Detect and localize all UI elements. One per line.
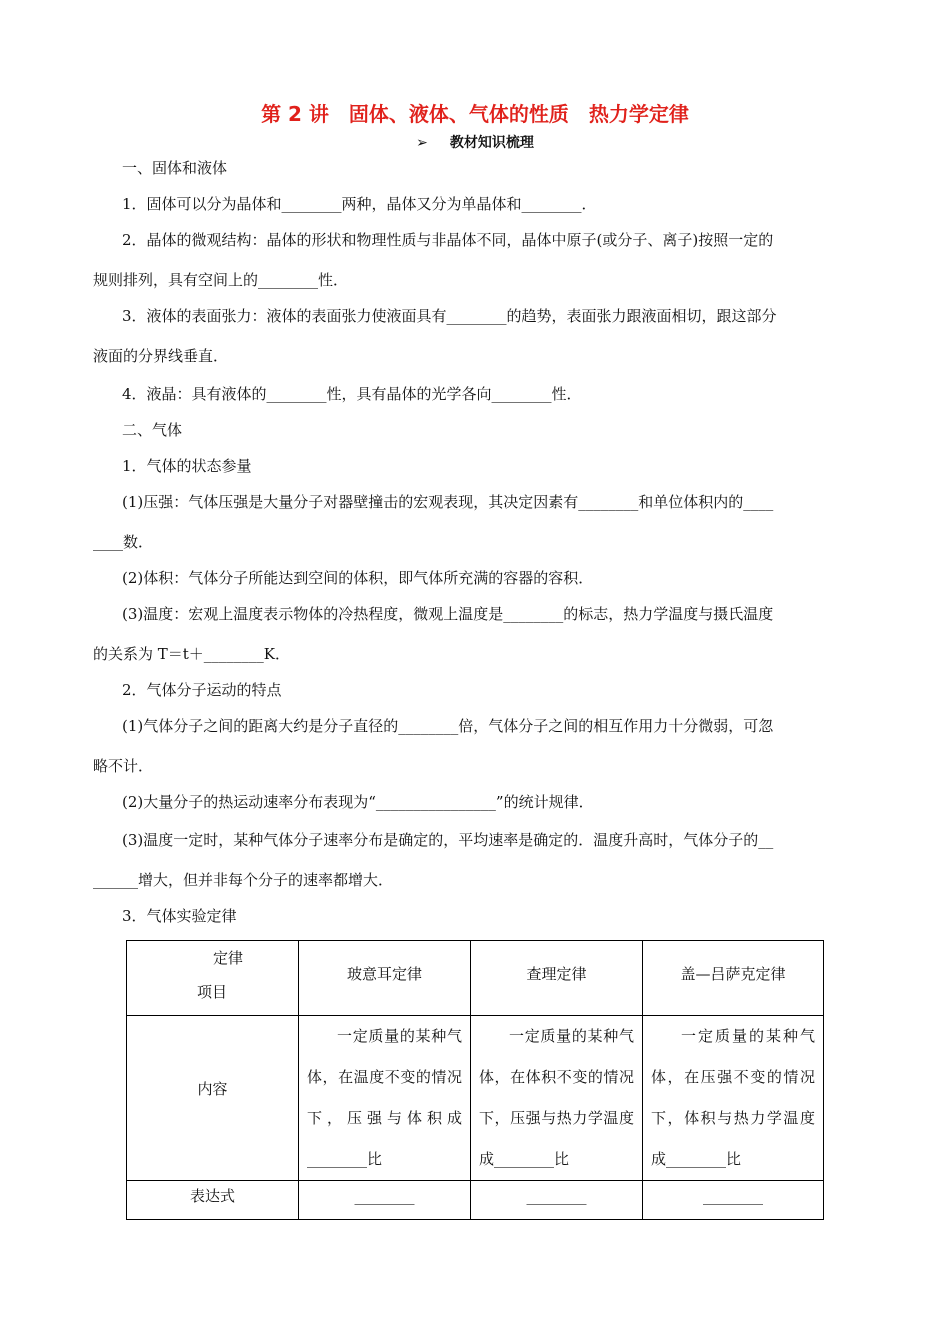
section-heading-text: 教材知识梳理 xyxy=(449,135,534,151)
text-line: (1)压强：气体压强是大量分子对器壁撞击的宏观表现，其决定因素有________和单位体积内的____ xyxy=(122,493,774,511)
law-header-boyle: 玻意耳定律 xyxy=(299,941,471,1016)
text-line: ______增大，但并非每个分子的速率都增大． xyxy=(93,871,394,889)
text-line: ____数． xyxy=(93,533,154,551)
text-line: 3．气体实验定律 xyxy=(122,907,237,925)
heading-gas: 二、气体 xyxy=(122,421,183,439)
text-line: (2)大量分子的热运动速率分布表现为“________________”的统计规律． xyxy=(122,793,594,811)
law-header-gay-lussac: 盖—吕萨克定律 xyxy=(643,941,824,1016)
text-line: 的关系为 T＝t＋________K． xyxy=(93,645,291,663)
content-cell-boyle: 一定质量的某种气体，在温度不变的情况下，压强与体积成________比 xyxy=(299,1016,471,1181)
corner-bottom-label: 项目 xyxy=(197,983,228,1001)
text-line: 1．气体的状态参量 xyxy=(122,457,252,475)
expression-cell-charles: ________ xyxy=(471,1181,643,1220)
text-line: 4．液晶：具有液体的________性，具有晶体的光学各向________性． xyxy=(122,385,582,403)
text-line: (3)温度一定时，某种气体分子速率分布是确定的，平均速率是确定的．温度升高时，气体分子的__ xyxy=(122,831,774,849)
table-row-content xyxy=(127,1016,824,1181)
arrow-bullet-icon: ➢ xyxy=(416,135,428,151)
content-cell-charles: 一定质量的某种气体，在体积不变的情况下，压强与热力学温度成________比 xyxy=(471,1016,643,1181)
text-line: (3)温度：宏观上温度表示物体的冷热程度，微观上温度是________的标志，热力学温度与摄氏温度 xyxy=(122,605,774,623)
law-header-charles: 查理定律 xyxy=(471,941,643,1016)
text-line: 3．液体的表面张力：液体的表面张力使液面具有________的趋势，表面张力跟液面相切，跟这部分 xyxy=(122,307,777,325)
text-line: 规则排列，具有空间上的________性． xyxy=(93,271,349,289)
heading-solids-liquids: 一、固体和液体 xyxy=(122,159,228,177)
text-line: 略不计． xyxy=(93,757,154,775)
content-cell-gay-lussac: 一定质量的某种气体，在压强不变的情况下，体积与热力学温度成________比 xyxy=(643,1016,824,1181)
text-line: (1)气体分子之间的距离大约是分子直径的________倍，气体分子之间的相互作用力十分微弱，可忽 xyxy=(122,717,774,735)
content-label-cell: 内容 xyxy=(127,1016,299,1181)
text-line: (2)体积：气体分子所能达到空间的体积，即气体所充满的容器的容积． xyxy=(122,569,594,587)
table-row-expression xyxy=(127,1181,824,1220)
corner-top-label: 定律 xyxy=(213,949,244,967)
expression-cell-boyle: ________ xyxy=(299,1181,471,1220)
table-header-row xyxy=(127,941,824,1016)
section-heading xyxy=(0,132,950,152)
text-line: 1．固体可以分为晶体和________两种，晶体又分为单晶体和________． xyxy=(122,195,597,213)
expression-label-cell: 表达式 xyxy=(127,1181,299,1220)
text-line: 2．气体分子运动的特点 xyxy=(122,681,282,699)
text-line: 2．晶体的微观结构：晶体的形状和物理性质与非晶体不同，晶体中原子(或分子、离子)按照一定的 xyxy=(122,231,774,249)
corner-cell xyxy=(127,941,299,1016)
page-title: 第 2 讲 固体、液体、气体的性质 热力学定律 xyxy=(261,102,689,126)
expression-cell-gay-lussac: ________ xyxy=(643,1181,824,1220)
text-line: 液面的分界线垂直． xyxy=(93,347,229,365)
gas-laws-table xyxy=(126,940,824,1220)
